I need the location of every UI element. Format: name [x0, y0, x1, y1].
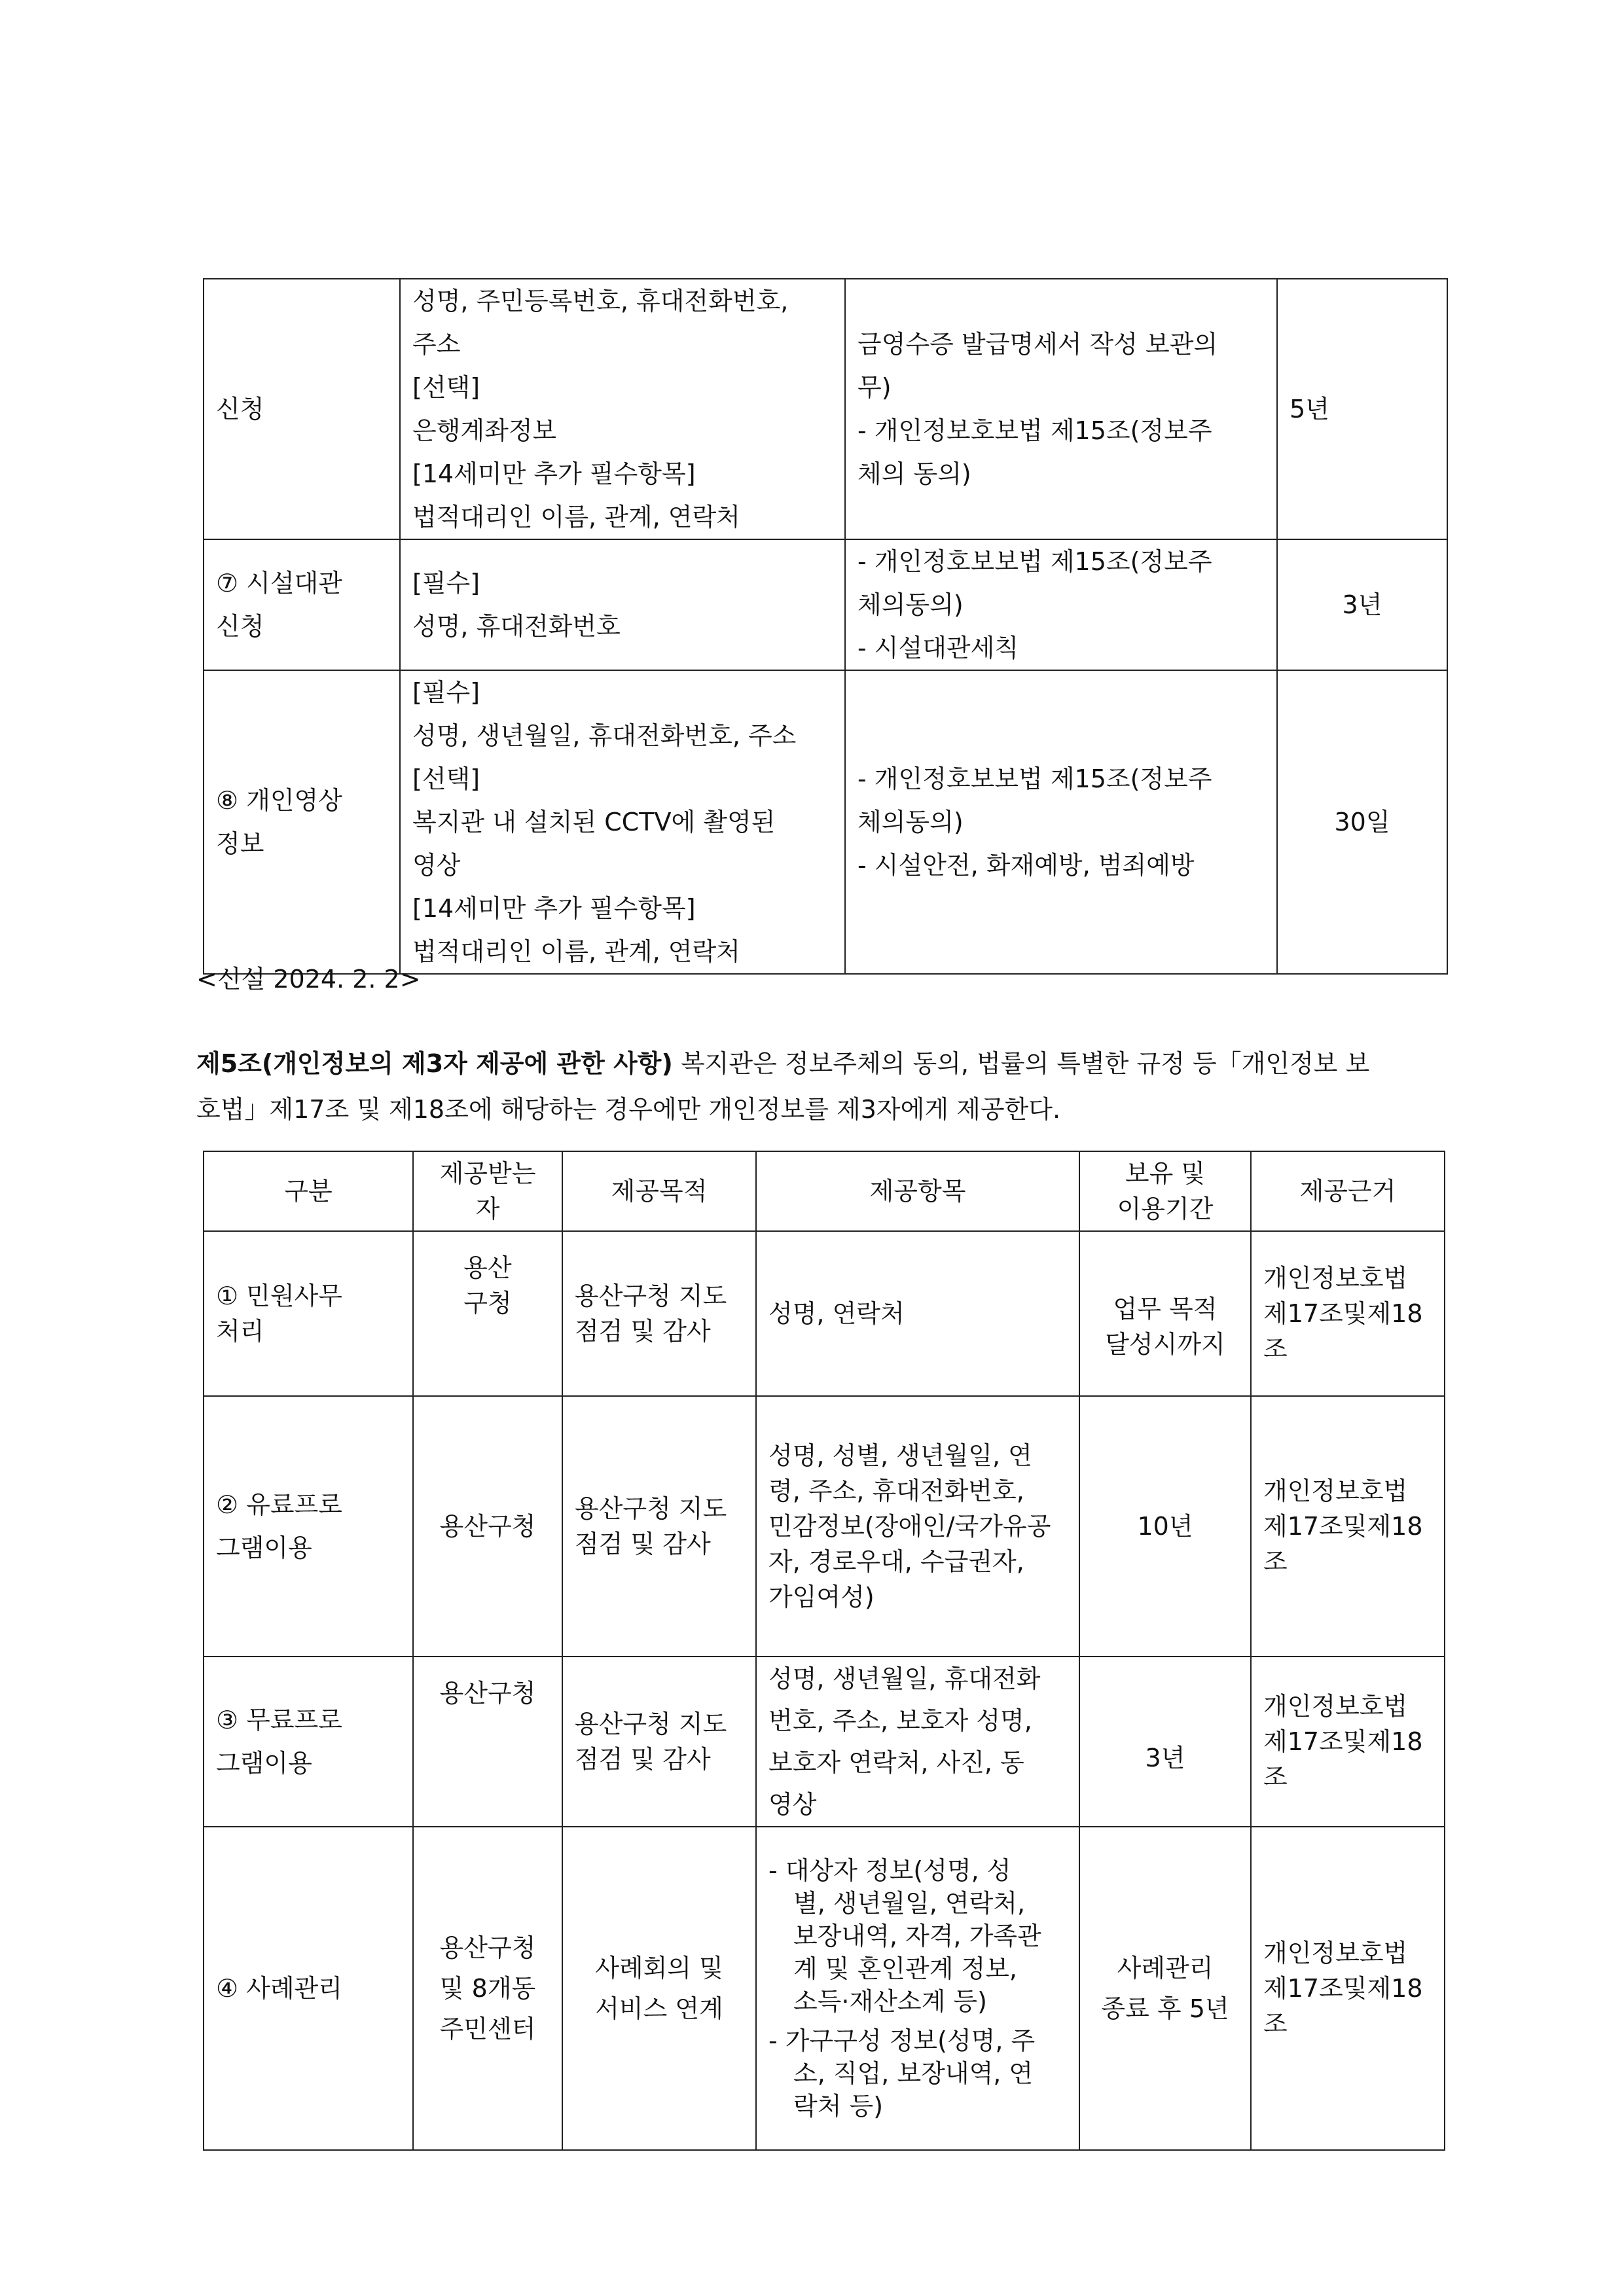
- header-items: 제공항목: [756, 1151, 1079, 1231]
- purpose-cell: 용산구청 지도 점검 및 감사: [562, 1657, 756, 1827]
- purpose-cell: 사례회의 및 서비스 연계: [562, 1827, 756, 2150]
- recipient-cell: 용산구청: [413, 1657, 562, 1827]
- table-header-row: [204, 1151, 1445, 1231]
- recipient-cell: 용산 구청: [413, 1231, 562, 1396]
- table-row: [204, 670, 1447, 974]
- privacy-items-table: [203, 278, 1448, 975]
- items-cell: [필수] 성명, 생년월일, 휴대전화번호, 주소 [선택] 복지관 내 설치된 CCTV에 촬영된 영상 [14세미만 추가 필수항목] 법적대리인 이름, 관계, 연락처: [400, 670, 845, 974]
- category-cell: 신청: [204, 279, 400, 539]
- header-purpose: 제공목적: [562, 1151, 756, 1231]
- recipient-cell: 용산구청: [413, 1396, 562, 1657]
- category-cell: ④ 사례관리: [204, 1827, 413, 2150]
- basis-cell: - 개인정호보보법 제15조(정보주 체의동의) - 시설안전, 화재예방, 범죄예방: [845, 670, 1277, 974]
- items-cell: 성명, 성별, 생년월일, 연 령, 주소, 휴대전화번호, 민감정보(장애인/국가유공 자, 경로우대, 수급권자, 가임여성): [756, 1396, 1079, 1657]
- header-category: 구분: [204, 1151, 413, 1231]
- table-row: [204, 1396, 1445, 1657]
- category-cell: ② 유료프로 그램이용: [204, 1396, 413, 1657]
- table-row: [204, 1657, 1445, 1827]
- items-cell: - 대상자 정보(성명, 성 별, 생년월일, 연락처, 보장내역, 자격, 가족관 계 및 혼인관계 정보, 소득·재산소계 등) - 가구구성 정보(성명, 주 소, 직업, 보장내역, 연 락처 등): [756, 1827, 1079, 2150]
- period-cell: 10년: [1079, 1396, 1251, 1657]
- recipient-cell: 용산구청 및 8개동 주민센터: [413, 1827, 562, 2150]
- table-row: [204, 1231, 1445, 1396]
- header-basis: 제공근거: [1251, 1151, 1445, 1231]
- purpose-cell: 용산구청 지도 점검 및 감사: [562, 1231, 756, 1396]
- basis-cell: 개인정보호법 제17조및제18 조: [1251, 1657, 1445, 1827]
- header-period: 보유 및 이용기간: [1079, 1151, 1251, 1231]
- basis-cell: 개인정보호법 제17조및제18 조: [1251, 1827, 1445, 2150]
- revision-note: <신설 2024. 2. 2>: [196, 965, 421, 994]
- purpose-cell: 용산구청 지도 점검 및 감사: [562, 1396, 756, 1657]
- items-cell: 성명, 주민등록번호, 휴대전화번호, 주소 [선택] 은행계좌정보 [14세미만 추가 필수항목] 법적대리인 이름, 관계, 연락처: [400, 279, 845, 539]
- article-5-body-line1: 복지관은 정보주체의 동의, 법률의 특별한 규정 등「개인정보 보: [672, 1049, 1370, 1078]
- period-cell: 3년: [1079, 1657, 1251, 1827]
- basis-cell: 개인정보호법 제17조및제18 조: [1251, 1231, 1445, 1396]
- items-cell: 성명, 생년월일, 휴대전화 번호, 주소, 보호자 성명, 보호자 연락처, 사진, 동 영상: [756, 1657, 1079, 1827]
- header-recipient: 제공받는 자: [413, 1151, 562, 1231]
- items-cell: 성명, 연락처: [756, 1231, 1079, 1396]
- period-cell: 30일: [1277, 670, 1447, 974]
- article-5-title: 제5조(개인정보의 제3자 제공에 관한 사항): [196, 1049, 673, 1078]
- period-cell: 3년: [1277, 539, 1447, 670]
- third-party-provision-table: [203, 1151, 1445, 2151]
- table-row: [204, 539, 1447, 670]
- category-cell: ③ 무료프로 그램이용: [204, 1657, 413, 1827]
- items-cell: [필수] 성명, 휴대전화번호: [400, 539, 845, 670]
- table-row: [204, 279, 1447, 539]
- article-5-body-line2: 호법」제17조 및 제18조에 해당하는 경우에만 개인정보를 제3자에게 제공한다.: [196, 1095, 1061, 1124]
- table-row: [204, 1827, 1445, 2150]
- basis-cell: 금영수증 발급명세서 작성 보관의 무) - 개인정보호보법 제15조(정보주 체의 동의): [845, 279, 1277, 539]
- article-5-paragraph: [196, 1041, 1447, 1132]
- period-cell: 5년: [1277, 279, 1447, 539]
- period-cell: 업무 목적 달성시까지: [1079, 1231, 1251, 1396]
- category-cell: ⑧ 개인영상 정보: [204, 670, 400, 974]
- period-cell: 사례관리 종료 후 5년: [1079, 1827, 1251, 2150]
- category-cell: ⑦ 시설대관 신청: [204, 539, 400, 670]
- basis-cell: 개인정보호법 제17조및제18 조: [1251, 1396, 1445, 1657]
- category-cell: ① 민원사무 처리: [204, 1231, 413, 1396]
- basis-cell: - 개인정호보보법 제15조(정보주 체의동의) - 시설대관세칙: [845, 539, 1277, 670]
